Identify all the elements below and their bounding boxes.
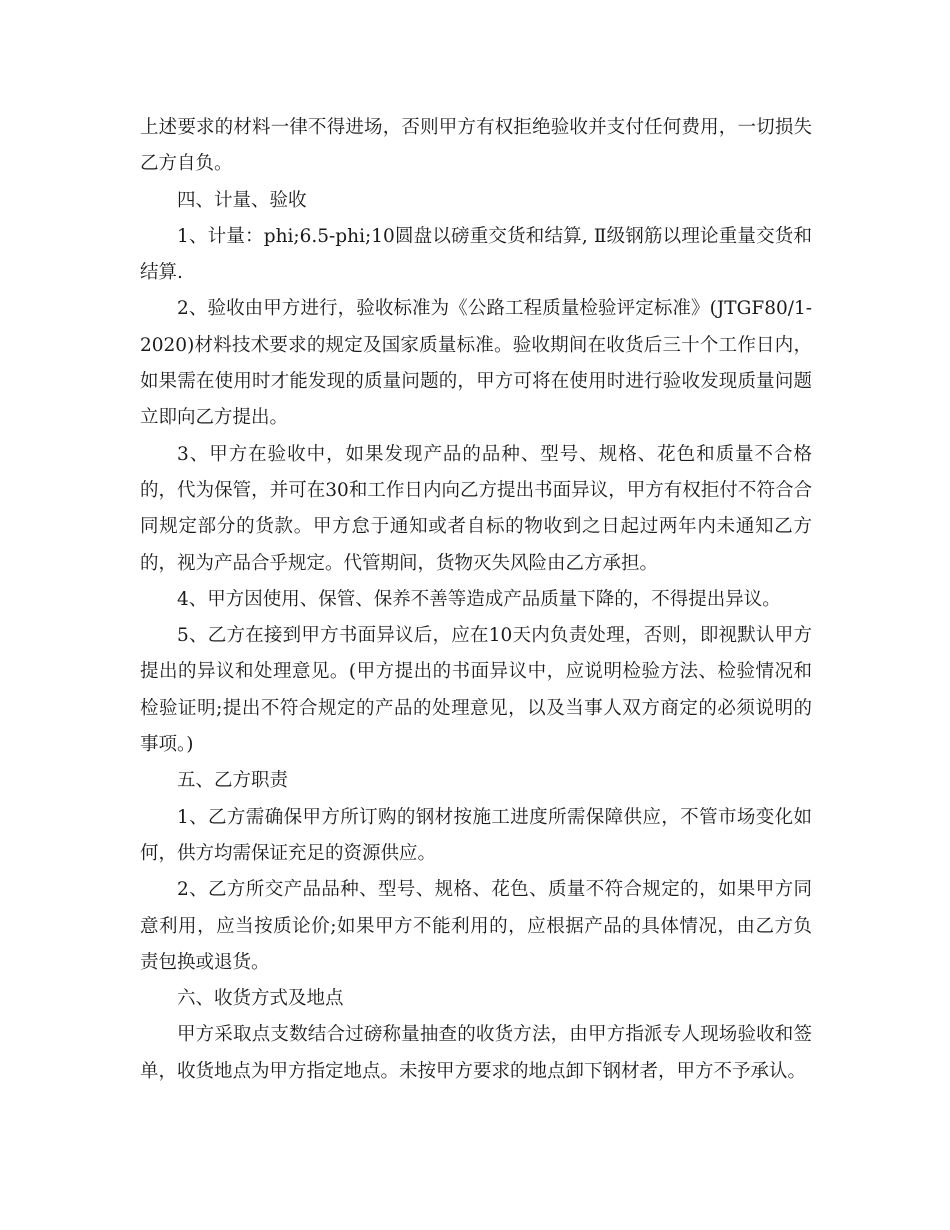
paragraph-measurement-1: 1、计量：phi;6.5-phi;10圆盘以磅重交货和结算, Ⅱ级钢筋以理论重量交货和结算. xyxy=(140,225,812,284)
paragraph-duties-2: 2、乙方所交产品品种、型号、规格、花色、质量不符合规定的，如果甲方同意利用，应当按质论价;如果甲方不能利用的，应根据产品的具体情况，由乙方负责包换或退货。 xyxy=(140,879,812,973)
paragraph-acceptance-3: 3、甲方在验收中，如果发现产品的品种、型号、规格、花色和质量不合格的，代为保管，并可在30和工作日内向乙方提出书面异议，甲方有权拒付不符合合同规定部分的货款。甲方怠于通知或者自标的物收到之日起过两年内未通知乙方的，视为产品合乎规定。代管期间，货物灭失风险由乙方承担。 xyxy=(140,443,812,574)
paragraph-duties-1: 1、乙方需确保甲方所订购的钢材按施工进度所需保障供应，不管市场变化如何，供方均需保证充足的资源供应。 xyxy=(140,806,812,864)
section-heading-party-b-duties: 五、乙方职责 xyxy=(177,770,289,792)
document-body xyxy=(140,110,812,1090)
section-heading-measurement: 四、计量、验收 xyxy=(177,189,307,211)
paragraph-receipt-method: 甲方采取点支数结合过磅称量抽查的收货方法，由甲方指派专人现场验收和签单，收货地点为甲方指定地点。未按甲方要求的地点卸下钢材者，甲方不予承认。 xyxy=(140,1024,812,1082)
paragraph-acceptance-4: 4、甲方因使用、保管、保养不善等造成产品质量下降的，不得提出异议。 xyxy=(177,588,781,610)
paragraph-acceptance-5: 5、乙方在接到甲方书面异议后，应在10天内负责处理，否则，即视默认甲方提出的异议和处理意见。(甲方提出的书面异议中，应说明检验方法、检验情况和检验证明;提出不符合规定的产品的处理意见，以及当事人双方商定的必须说明的事项。) xyxy=(140,625,812,756)
paragraph-material-rejection: 上述要求的材料一律不得进场，否则甲方有权拒绝验收并支付任何费用，一切损失乙方自负。 xyxy=(140,117,812,175)
paragraph-acceptance-2: 2、验收由甲方进行，验收标准为《公路工程质量检验评定标准》(JTGF80/1-2020)材料技术要求的规定及国家质量标准。验收期间在收货后三十个工作日内，如果需在使用时才能发现的质量问题的，甲方可将在使用时进行验收发现质量问题立即向乙方提出。 xyxy=(140,298,812,429)
section-heading-receipt-method: 六、收货方式及地点 xyxy=(177,988,344,1010)
